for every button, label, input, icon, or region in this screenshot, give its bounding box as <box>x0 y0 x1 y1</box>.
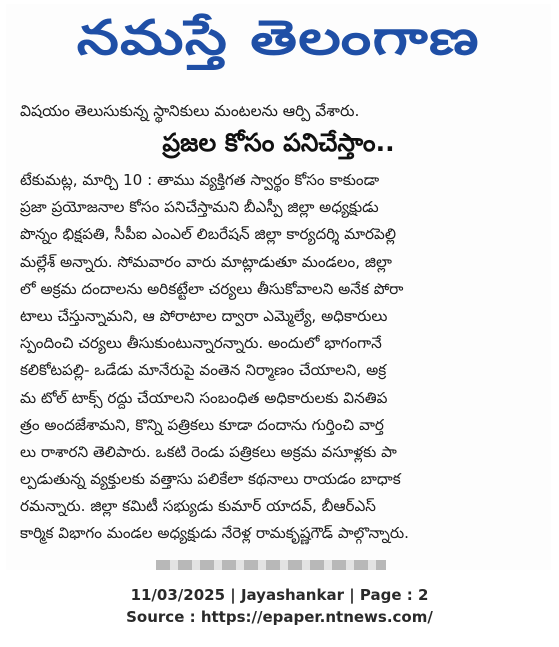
article-line: మ టోల్ టాక్స్ రద్దు చేయాలని సంబంధిత అధికారులకు వినతిప <box>20 388 388 407</box>
article-line: కలికోటపల్లి- ఒడేడు మానేరుపై వంతెన నిర్మాణం చేయాలని, అక్ర <box>20 361 387 380</box>
article-line: త్రం అందజేశామని, కొన్ని పత్రికలు కూడా దందాను గుర్తించి వార్త <box>20 415 384 434</box>
article-line: పొన్నం భిక్షపతి, సీపీఐ ఎంఎల్ లిబరేషన్ జిల్లా కార్యదర్శి మారపెల్లి <box>20 225 396 244</box>
article-line: ల్పడుతున్న వ్యక్తులకు వత్తాసు పలికేలా కథనాలు రాయడం బాధాక <box>20 470 401 489</box>
newspaper-logo: నమస్తే తెలంగాణ <box>76 10 481 66</box>
article-line: స్పందించి చర్యలు తీసుకుంటున్నారన్నారు. అందులో భాగంగానే <box>20 334 382 353</box>
article-heading: ప్రజల కోసం పనిచేస్తాం.. <box>162 128 395 157</box>
lead-line: విషయం తెలుసుకున్న స్థానికులు మంటలను ఆర్పి వేశారు. <box>20 102 360 120</box>
article-line: టాలు చేస్తున్నామని, ఆ పోరాటాల ద్వారా ఎమ్మెల్యే, అధికారులు <box>20 306 388 325</box>
footer-source: Source : https://epaper.ntnews.com/ <box>126 608 433 626</box>
footer-info: 11/03/2025 | Jayashankar | Page : 2 <box>130 586 429 604</box>
article-line: మల్లేశ్ అన్నారు. సోమవారం వారు మాట్లాడుతూ మండలం, జిల్లా <box>20 252 392 271</box>
article-line: ప్రజా ప్రయోజనాల కోసం పనిచేస్తామని బీఎస్పీ జిల్లా అధ్యక్షుడు <box>20 198 379 217</box>
article-line: లో అక్రమ దందాలను అరికట్టేలా చర్యలు తీసుకోవాలని అనేక పోరా <box>20 279 404 298</box>
article-line: కార్మిక విభాగం మండల అధ్యక్షుడు నేరెళ్ల రామకృష్ణగౌడ్ పాల్గొన్నారు. <box>20 524 409 543</box>
masthead <box>6 4 551 84</box>
article-body <box>20 167 538 548</box>
article-line: రమన్నారు. జిల్లా కమిటీ సభ్యుడు కుమార్ యాదవ్, బీఆర్ఎస్ <box>20 497 376 516</box>
article-line: టేకుమట్ల, మార్చి 10 : తాము వ్యక్తిగత స్వార్థం కోసం కాకుండా <box>20 171 380 189</box>
newspaper-clipping <box>6 4 551 570</box>
article-line: లు రాశారని తెలిపారు. ఒకటి రెండు పత్రికలు అక్రమ వసూళ్లకు పా <box>20 442 397 461</box>
cut-off-text-strip <box>156 560 386 570</box>
